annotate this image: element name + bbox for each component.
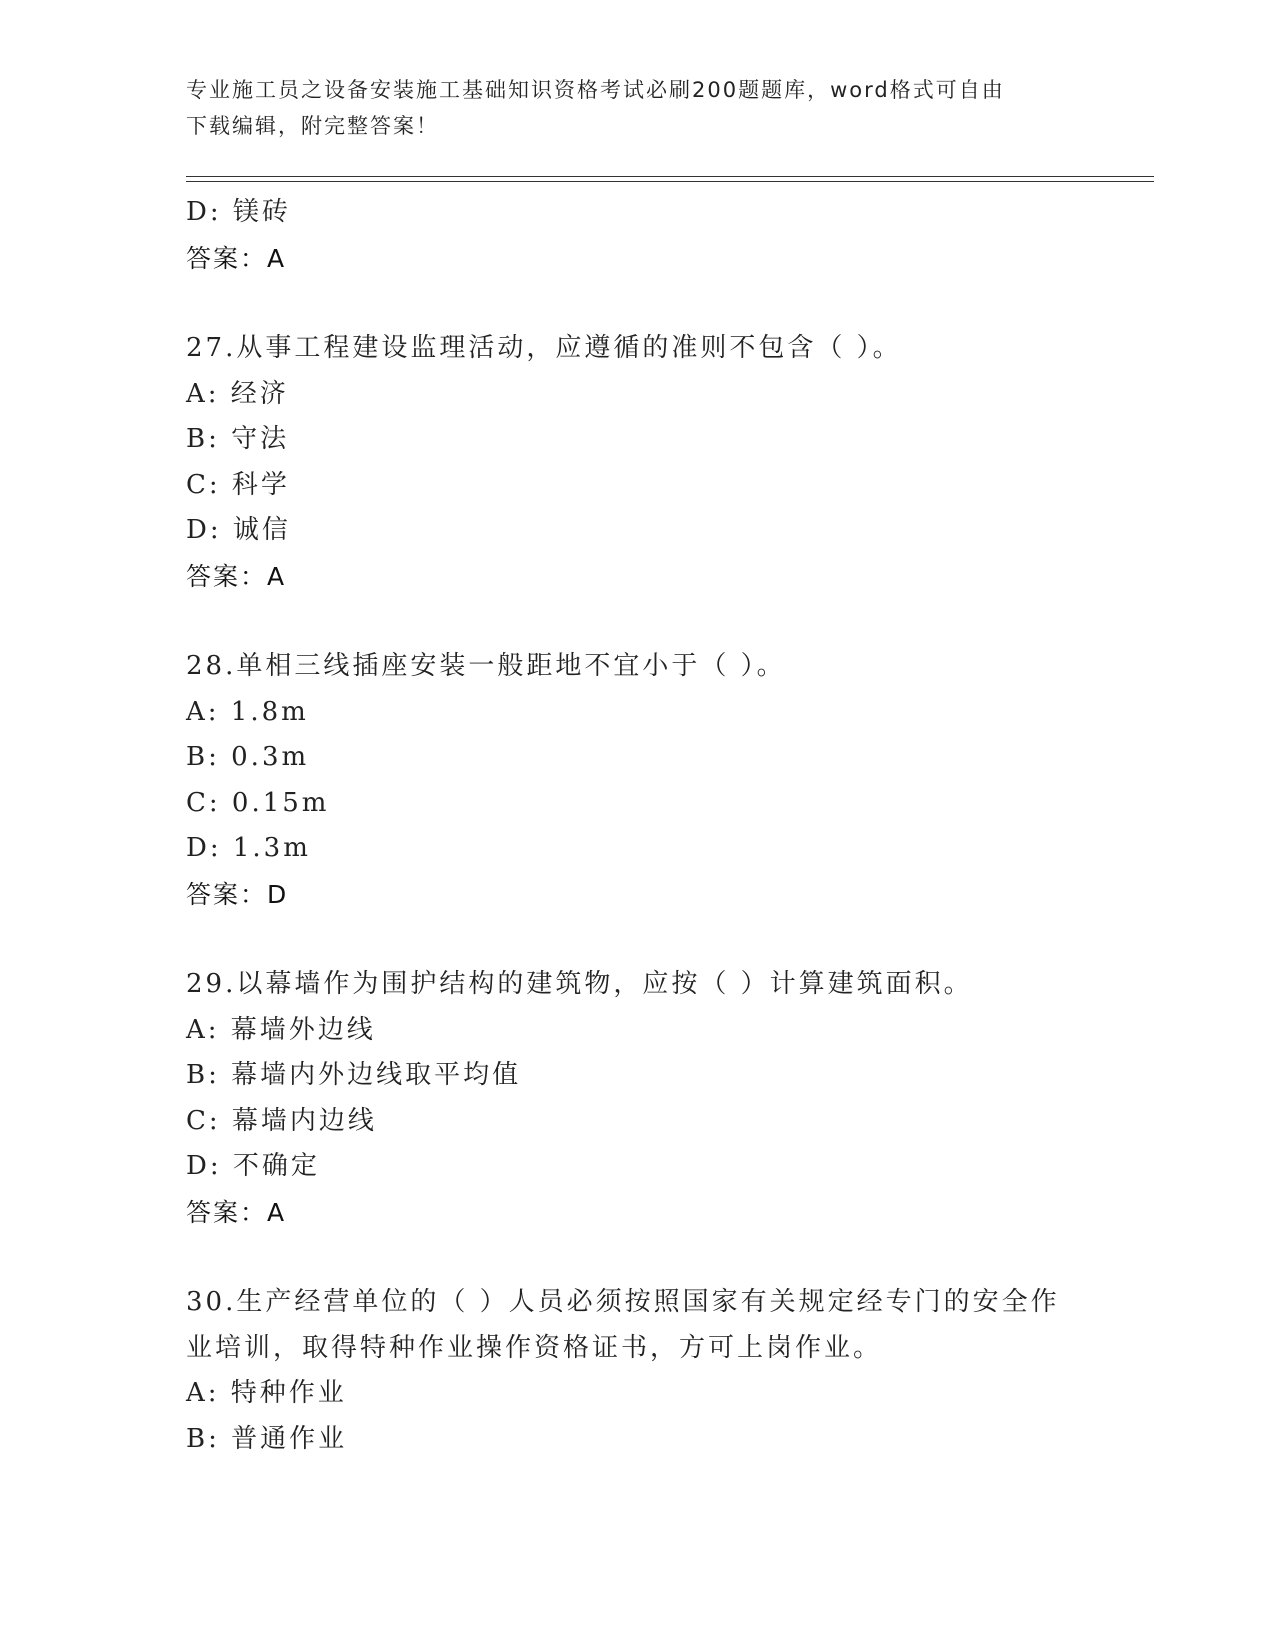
answer-line: 答案：A (186, 1197, 287, 1227)
option-a: A: 1.8m (186, 696, 309, 727)
option-a: A: 幕墙外边线 (186, 1014, 376, 1045)
header-line-2: 下载编辑，附完整答案！ (186, 114, 439, 138)
option-d: D: 诚信 (186, 515, 291, 545)
option-c: C: 幕墙内边线 (186, 1105, 377, 1136)
option-b: B: 0.3m (186, 742, 310, 772)
question-stem-line-1: 30.生产经营单位的（ ）人员必须按照国家有关规定经专门的安全作 (186, 1287, 1060, 1317)
option-d: D: 不确定 (186, 1151, 320, 1181)
option-b: B: 守法 (186, 424, 290, 454)
question-item (186, 1280, 1086, 1462)
option-b: B: 幕墙内外边线取平均值 (186, 1060, 522, 1090)
option-c: C: 0.15m (186, 787, 330, 818)
question-item (186, 644, 1086, 917)
question-stem-line-2: 业培训，取得特种作业操作资格证书，方可上岗作业。 (186, 1332, 883, 1363)
question-stem: 29.以幕墙作为围护结构的建筑物，应按（ ）计算建筑面积。 (186, 969, 973, 999)
header-line-1: 专业施工员之设备安装施工基础知识资格考试必刷200题题库，word格式可自由 (186, 78, 1005, 102)
spacer (186, 917, 1086, 962)
answer-line: 答案：A (186, 561, 287, 591)
spacer (186, 281, 1086, 326)
spacer (186, 599, 1086, 644)
question-item (186, 962, 1086, 1235)
question-list (186, 190, 1086, 1462)
option-d: D: 1.3m (186, 833, 311, 863)
header-divider-top (186, 176, 1154, 177)
document-header (186, 72, 1086, 144)
question-stem: 28.单相三线插座安装一般距地不宜小于（ ）。 (186, 651, 786, 681)
option-a: A: 特种作业 (186, 1378, 347, 1408)
option-a: A: 经济 (186, 378, 289, 409)
question-stem: 27.从事工程建设监理活动，应遵循的准则不包含（ ）。 (186, 333, 902, 363)
option-c: C: 科学 (186, 469, 290, 500)
option-d: D: 镁砖 (186, 197, 291, 227)
question-item (186, 326, 1086, 599)
answer-line: 答案：A (186, 243, 287, 273)
answer-line: 答案：D (186, 879, 289, 909)
header-divider-bottom (186, 181, 1154, 182)
option-b: B: 普通作业 (186, 1423, 348, 1454)
spacer (186, 1235, 1086, 1280)
